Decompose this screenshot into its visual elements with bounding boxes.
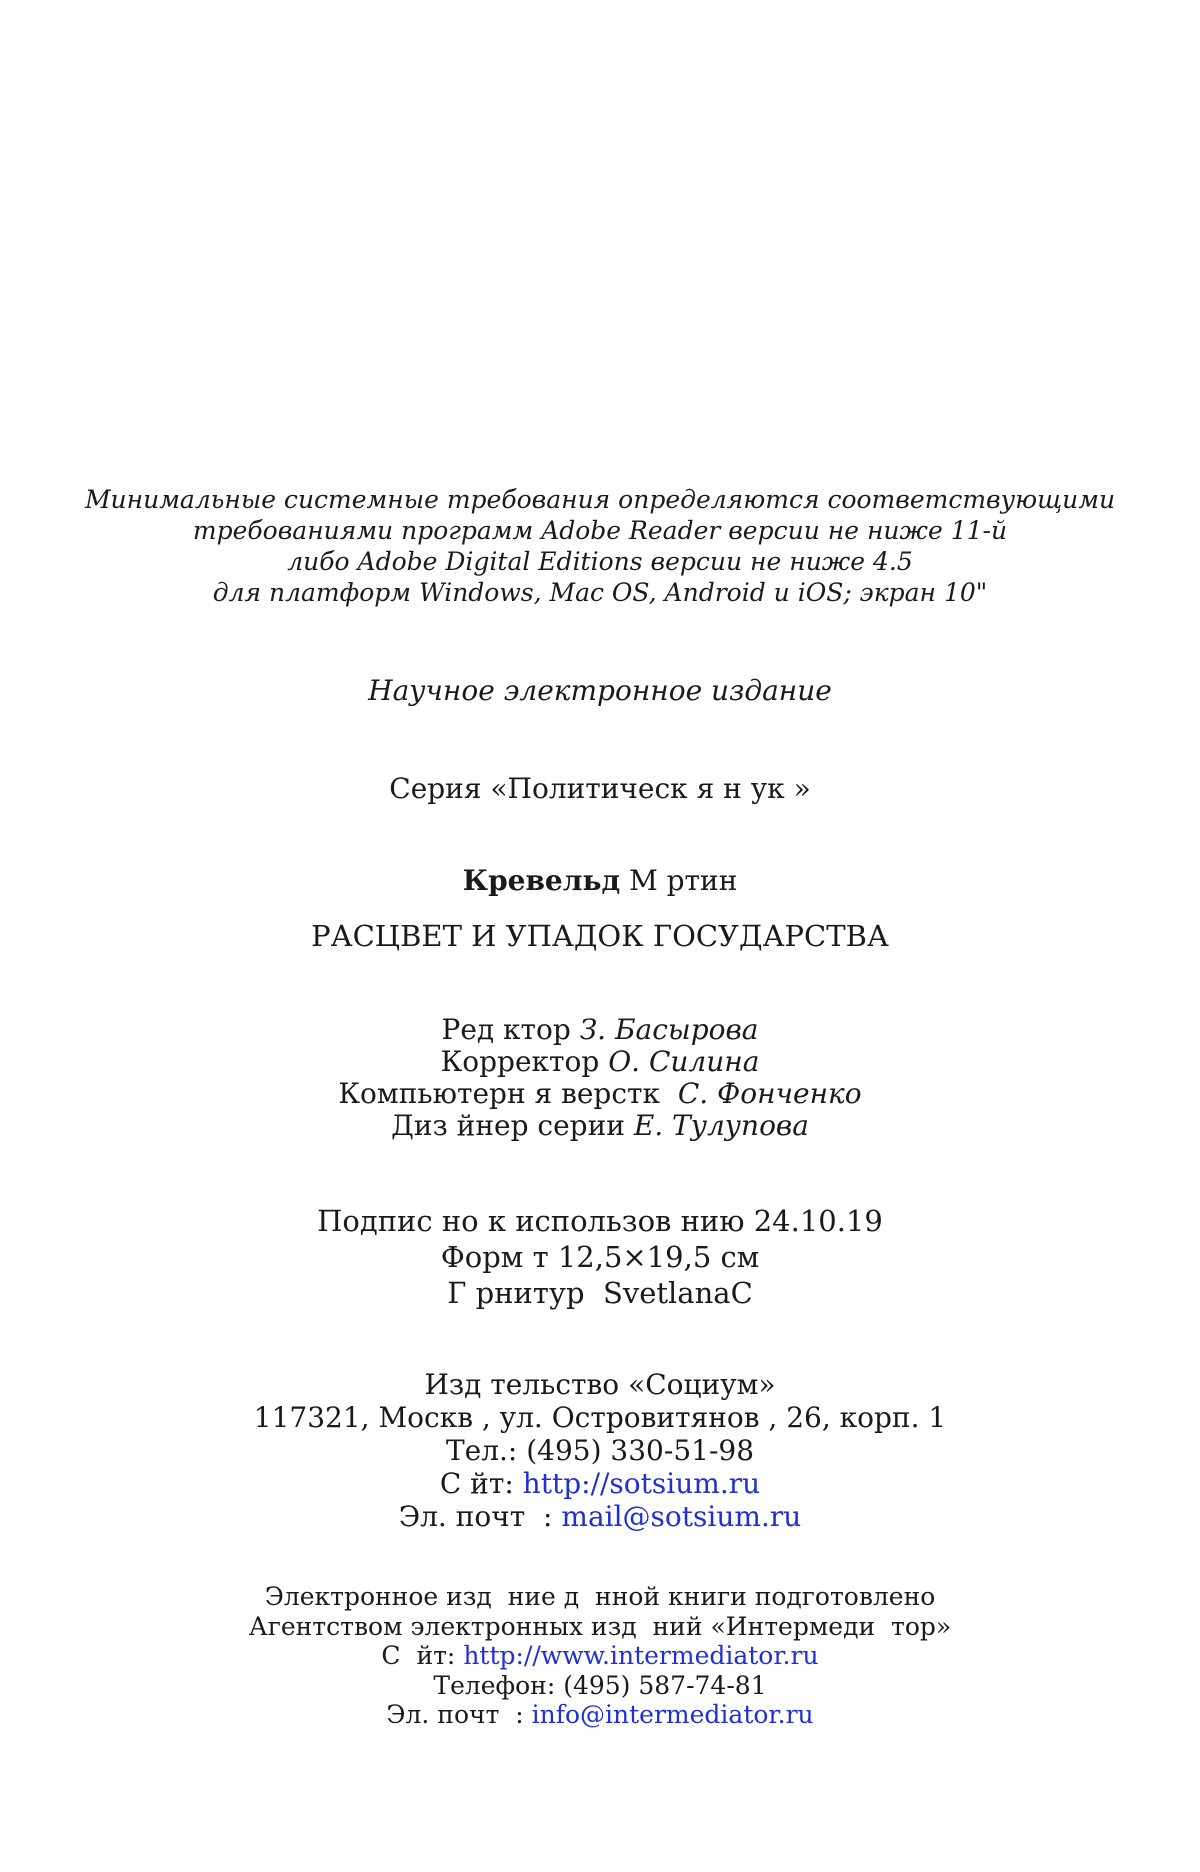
typeface: Г рнитур SvetlanaC	[447, 1276, 753, 1310]
sysreq-line-1: Минимальные системные требования определяются соответствующими	[84, 485, 1116, 514]
ebook-line-2: Агентством электронных изд ний «Интермеди тор»	[248, 1611, 952, 1641]
ebook-credit	[0, 1582, 1200, 1730]
staff-credits	[0, 1014, 1200, 1142]
series-line: Серия «Политическ я н ук »	[389, 772, 811, 805]
publisher-email-link[interactable]: mail@sotsium.ru	[561, 1500, 802, 1533]
ebook-phone: Телефон: (495) 587-74-81	[433, 1670, 767, 1700]
ebook-site-link[interactable]: http://www.intermediator.ru	[463, 1641, 819, 1670]
signed-date: Подпис но к использов нию 24.10.19	[317, 1204, 883, 1238]
author-surname: Кревельд	[462, 864, 621, 897]
publisher-address: 117321, Москв , ул. Островитянов , 26, корп. 1	[253, 1401, 947, 1434]
ebook-email-link[interactable]: info@intermediator.ru	[531, 1700, 814, 1729]
layout-role: Компьютерн я верстк	[338, 1077, 669, 1110]
sysreq-line-3: либо Adobe Digital Editions версии не ниже 4.5	[287, 547, 913, 576]
publisher-email-label: Эл. почт :	[398, 1500, 553, 1533]
ebook-email-line	[0, 1700, 1200, 1730]
system-requirements	[0, 484, 1200, 608]
publisher-site-label: С йт:	[439, 1467, 514, 1500]
corrector-name: О. Силина	[608, 1045, 760, 1078]
corrector-line	[0, 1046, 1200, 1078]
ebook-email-label: Эл. почт :	[386, 1700, 524, 1729]
publisher-email-line	[0, 1500, 1200, 1533]
publisher-name: Изд тельство «Социум»	[424, 1368, 776, 1401]
editor-name: З. Басырова	[579, 1013, 759, 1046]
layout-line	[0, 1078, 1200, 1110]
publisher-info	[0, 1368, 1200, 1533]
designer-role: Диз йнер серии	[391, 1109, 625, 1142]
corrector-role: Корректор	[440, 1045, 600, 1078]
editor-role: Ред ктор	[441, 1013, 571, 1046]
layout-name: С. Фонченко	[677, 1077, 862, 1110]
print-info	[0, 1203, 1200, 1311]
author-line	[0, 864, 1200, 898]
sysreq-line-2: требованиями программ Adobe Reader версии не ниже 11-й	[192, 516, 1008, 545]
ebook-site-label: С йт:	[381, 1641, 456, 1670]
author-given-name: М ртин	[629, 864, 738, 897]
ebook-line-1: Электронное изд ние д нной книги подготовлено	[264, 1582, 936, 1611]
edition-type: Научное электронное издание	[368, 674, 832, 707]
book-title: РАСЦВЕТ И УПАДОК ГОСУДАРСТВА	[311, 919, 889, 953]
sysreq-line-4: для платформ Windows, Mac OS, Android и iOS; экран 10"	[212, 578, 988, 607]
ebook-site-line	[0, 1641, 1200, 1671]
publisher-site-line	[0, 1467, 1200, 1500]
format-size: Форм т 12,5×19,5 см	[440, 1240, 760, 1274]
designer-line	[0, 1110, 1200, 1142]
publisher-phone: Тел.: (495) 330-51-98	[445, 1434, 755, 1467]
publisher-site-link[interactable]: http://sotsium.ru	[522, 1467, 761, 1500]
editor-line	[0, 1014, 1200, 1046]
designer-name: Е. Тулупова	[633, 1109, 809, 1142]
